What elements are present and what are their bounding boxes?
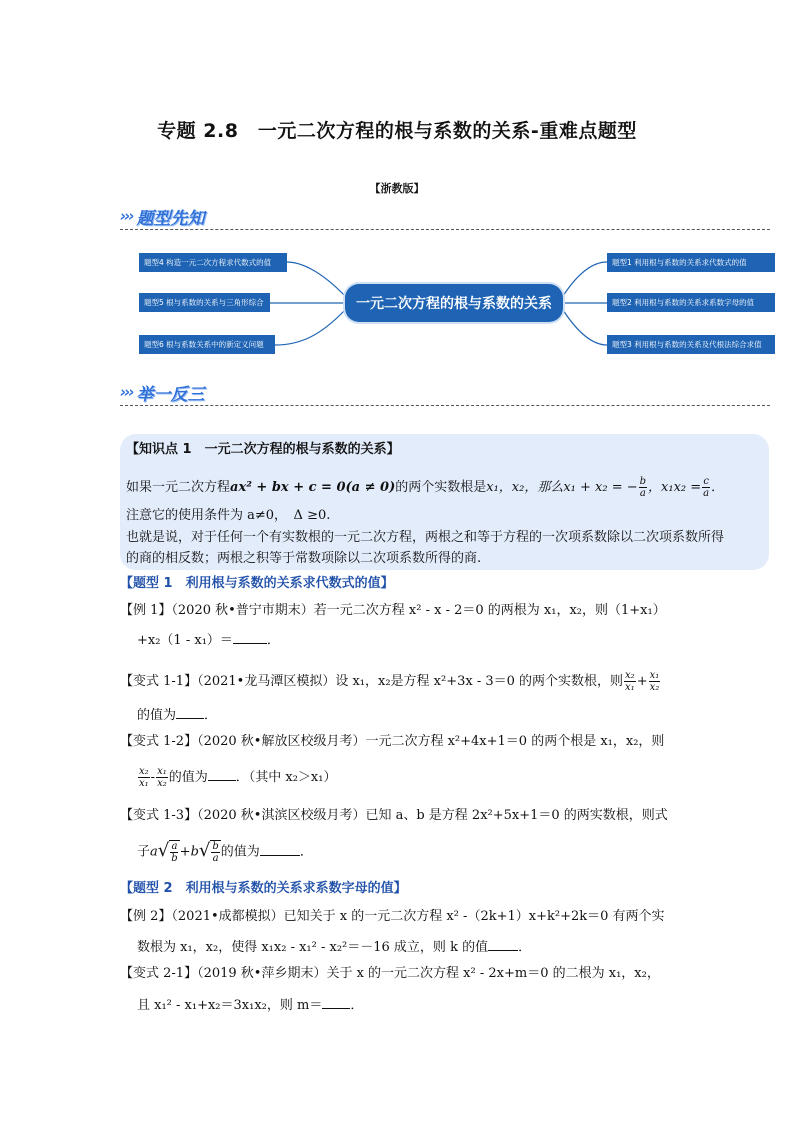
variant-1-3-line-1: 【变式 1-3】（2020 秋•淇滨区校级月考）已知 a、b 是方程 2x²+5x+1＝0 的两实数根，则式 [120, 808, 668, 823]
mindmap-center-node: 一元二次方程的根与系数的关系 [345, 284, 563, 322]
variant-1-1-line-1: 【变式 1-1】（2021•龙马潭区模拟）设 x₁，x₂是方程 x²+3x - 3＝0 的两个实数根，则 $\frac{\text{x₂}}{\text{x₁}}$ + $\frac{\text{x₁}}{\text{x₂}}$ [120, 670, 660, 693]
page-title: 专题 2.8 一元二次方程的根与系数的关系-重难点题型 [157, 120, 637, 142]
answer-blank[interactable] [233, 631, 267, 644]
connector-left-1 [287, 262, 345, 296]
fraction-x2-over-x1: $\frac{\text{x₂}}{\text{x₁}}$ [139, 766, 149, 789]
knowledge-line-1: 如果一元二次方程ax² + bx + c = 0(a ≠ 0)的两个实数根是x₁，x₂，那么x₁ + x₂ = − $\frac{b}{a}$ ，x₁x₂ = $\frac{c}{a}$ ． [126, 476, 725, 499]
sqrt-b-over-a: √ $\frac{b}{a}$ [198, 840, 219, 864]
connector-right-1 [563, 262, 607, 296]
mindmap-node-topic6: 题型6 根与系数关系中的新定义问题 [139, 335, 275, 354]
banner-examples [120, 379, 205, 405]
knowledge-line-3: 也就是说，对于任何一个有实数根的一元二次方程，两根之和等于方程的一次项系数除以二次项系数所得 [126, 530, 725, 545]
fraction-x2-over-x1: $\frac{\text{x₂}}{\text{x₁}}$ [625, 670, 635, 693]
variant-1-2-line-1: 【变式 1-2】（2020 秋•解放区校级月考）一元二次方程 x²+4x+1＝0 的两个根是 x₁，x₂，则 [120, 734, 665, 749]
mindmap-node-topic5: 题型5 根与系数的关系与三角形综合 [139, 293, 270, 312]
variant-1-1-line-2: 的值为 ． [137, 708, 218, 723]
variant-2-1-line-1: 【变式 2-1】（2019 秋•萍乡期末）关于 x 的一元二次方程 x² - 2x+m＝0 的二根为 x₁，x₂， [120, 966, 660, 981]
knowledge-line-4: 的商的相反数；两根之积等于常数项除以二次项系数所得的商. [126, 551, 482, 566]
mindmap-node-topic2: 题型2 利用根与系数的关系求系数字母的值 [607, 293, 775, 312]
answer-blank[interactable] [260, 843, 300, 856]
fraction-x1-over-x2: $\frac{\text{x₁}}{\text{x₂}}$ [649, 670, 660, 693]
variant-1-2-line-2: $\frac{\text{x₂}}{\text{x₁}}$ - $\frac{\text{x₁}}{\text{x₂}}$ 的值为 ．（其中 x₂＞x₁） [139, 766, 337, 789]
mindmap-node-topic3: 题型3 利用根与系数的关系及代根法综合求值 [607, 335, 775, 354]
edition-label: 【浙教版】 [369, 182, 425, 195]
triple-arrow-icon: ››› [120, 383, 133, 401]
knowledge-header: 【知识点 1 一元二次方程的根与系数的关系】 [126, 442, 400, 457]
connector-right-3 [563, 310, 607, 345]
answer-blank[interactable] [176, 706, 204, 719]
section-header-topic2: 【题型 2 利用根与系数的关系求系数字母的值】 [120, 881, 407, 896]
knowledge-line-2: 注意它的使用条件为 a≠0， Δ ≥0. [126, 508, 331, 523]
answer-blank[interactable] [488, 938, 518, 951]
sqrt-a-over-b: √ $\frac{a}{b}$ [157, 840, 178, 864]
banner-text: 举一反三 [136, 384, 205, 405]
example-1-line-2: +x₂（1 - x₁）＝ ． [137, 633, 280, 648]
fraction-x1-over-x2: $\frac{\text{x₁}}{\text{x₂}}$ [157, 766, 167, 789]
fraction-b-over-a: $\frac{b}{a}$ [639, 476, 647, 499]
banner-text: 题型先知 [136, 208, 205, 229]
dashed-divider [120, 405, 770, 406]
section-header-topic1: 【题型 1 利用根与系数的关系求代数式的值】 [120, 576, 394, 591]
answer-blank[interactable] [208, 768, 236, 781]
answer-blank[interactable] [322, 996, 350, 1009]
example-1-line-1: 【例 1】（2020 秋•普宁市期末）若一元二次方程 x² - x - 2＝0 的两根为 x₁，x₂，则（1+x₁） [120, 603, 666, 618]
fraction-c-over-a: $\frac{c}{a}$ [703, 476, 710, 499]
example-2-line-2: 数根为 x₁，x₂，使得 x₁x₂ - x₁² - x₂²＝－16 成立，则 k 的值 ． [137, 940, 532, 955]
general-equation: ax² + bx + c = 0(a ≠ 0) [230, 480, 396, 495]
triple-arrow-icon: ››› [120, 207, 133, 225]
example-2-line-1: 【例 2】（2021•成都模拟）已知关于 x 的一元二次方程 x² -（2k+1）x+k²+2k＝0 有两个实 [120, 909, 665, 924]
variant-2-1-line-2: 且 x₁² - x₁+x₂＝3x₁x₂，则 m＝ ． [137, 998, 364, 1013]
variant-1-3-line-2: 子a √ $\frac{a}{b}$ +b √ $\frac{b}{a}$ 的值为 ． [137, 840, 313, 864]
mindmap-node-topic4: 题型4 构造一元二次方程求代数式的值 [139, 253, 287, 272]
mindmap-node-topic1: 题型1 利用根与系数的关系求代数式的值 [607, 253, 775, 272]
connector-left-3 [275, 310, 345, 345]
